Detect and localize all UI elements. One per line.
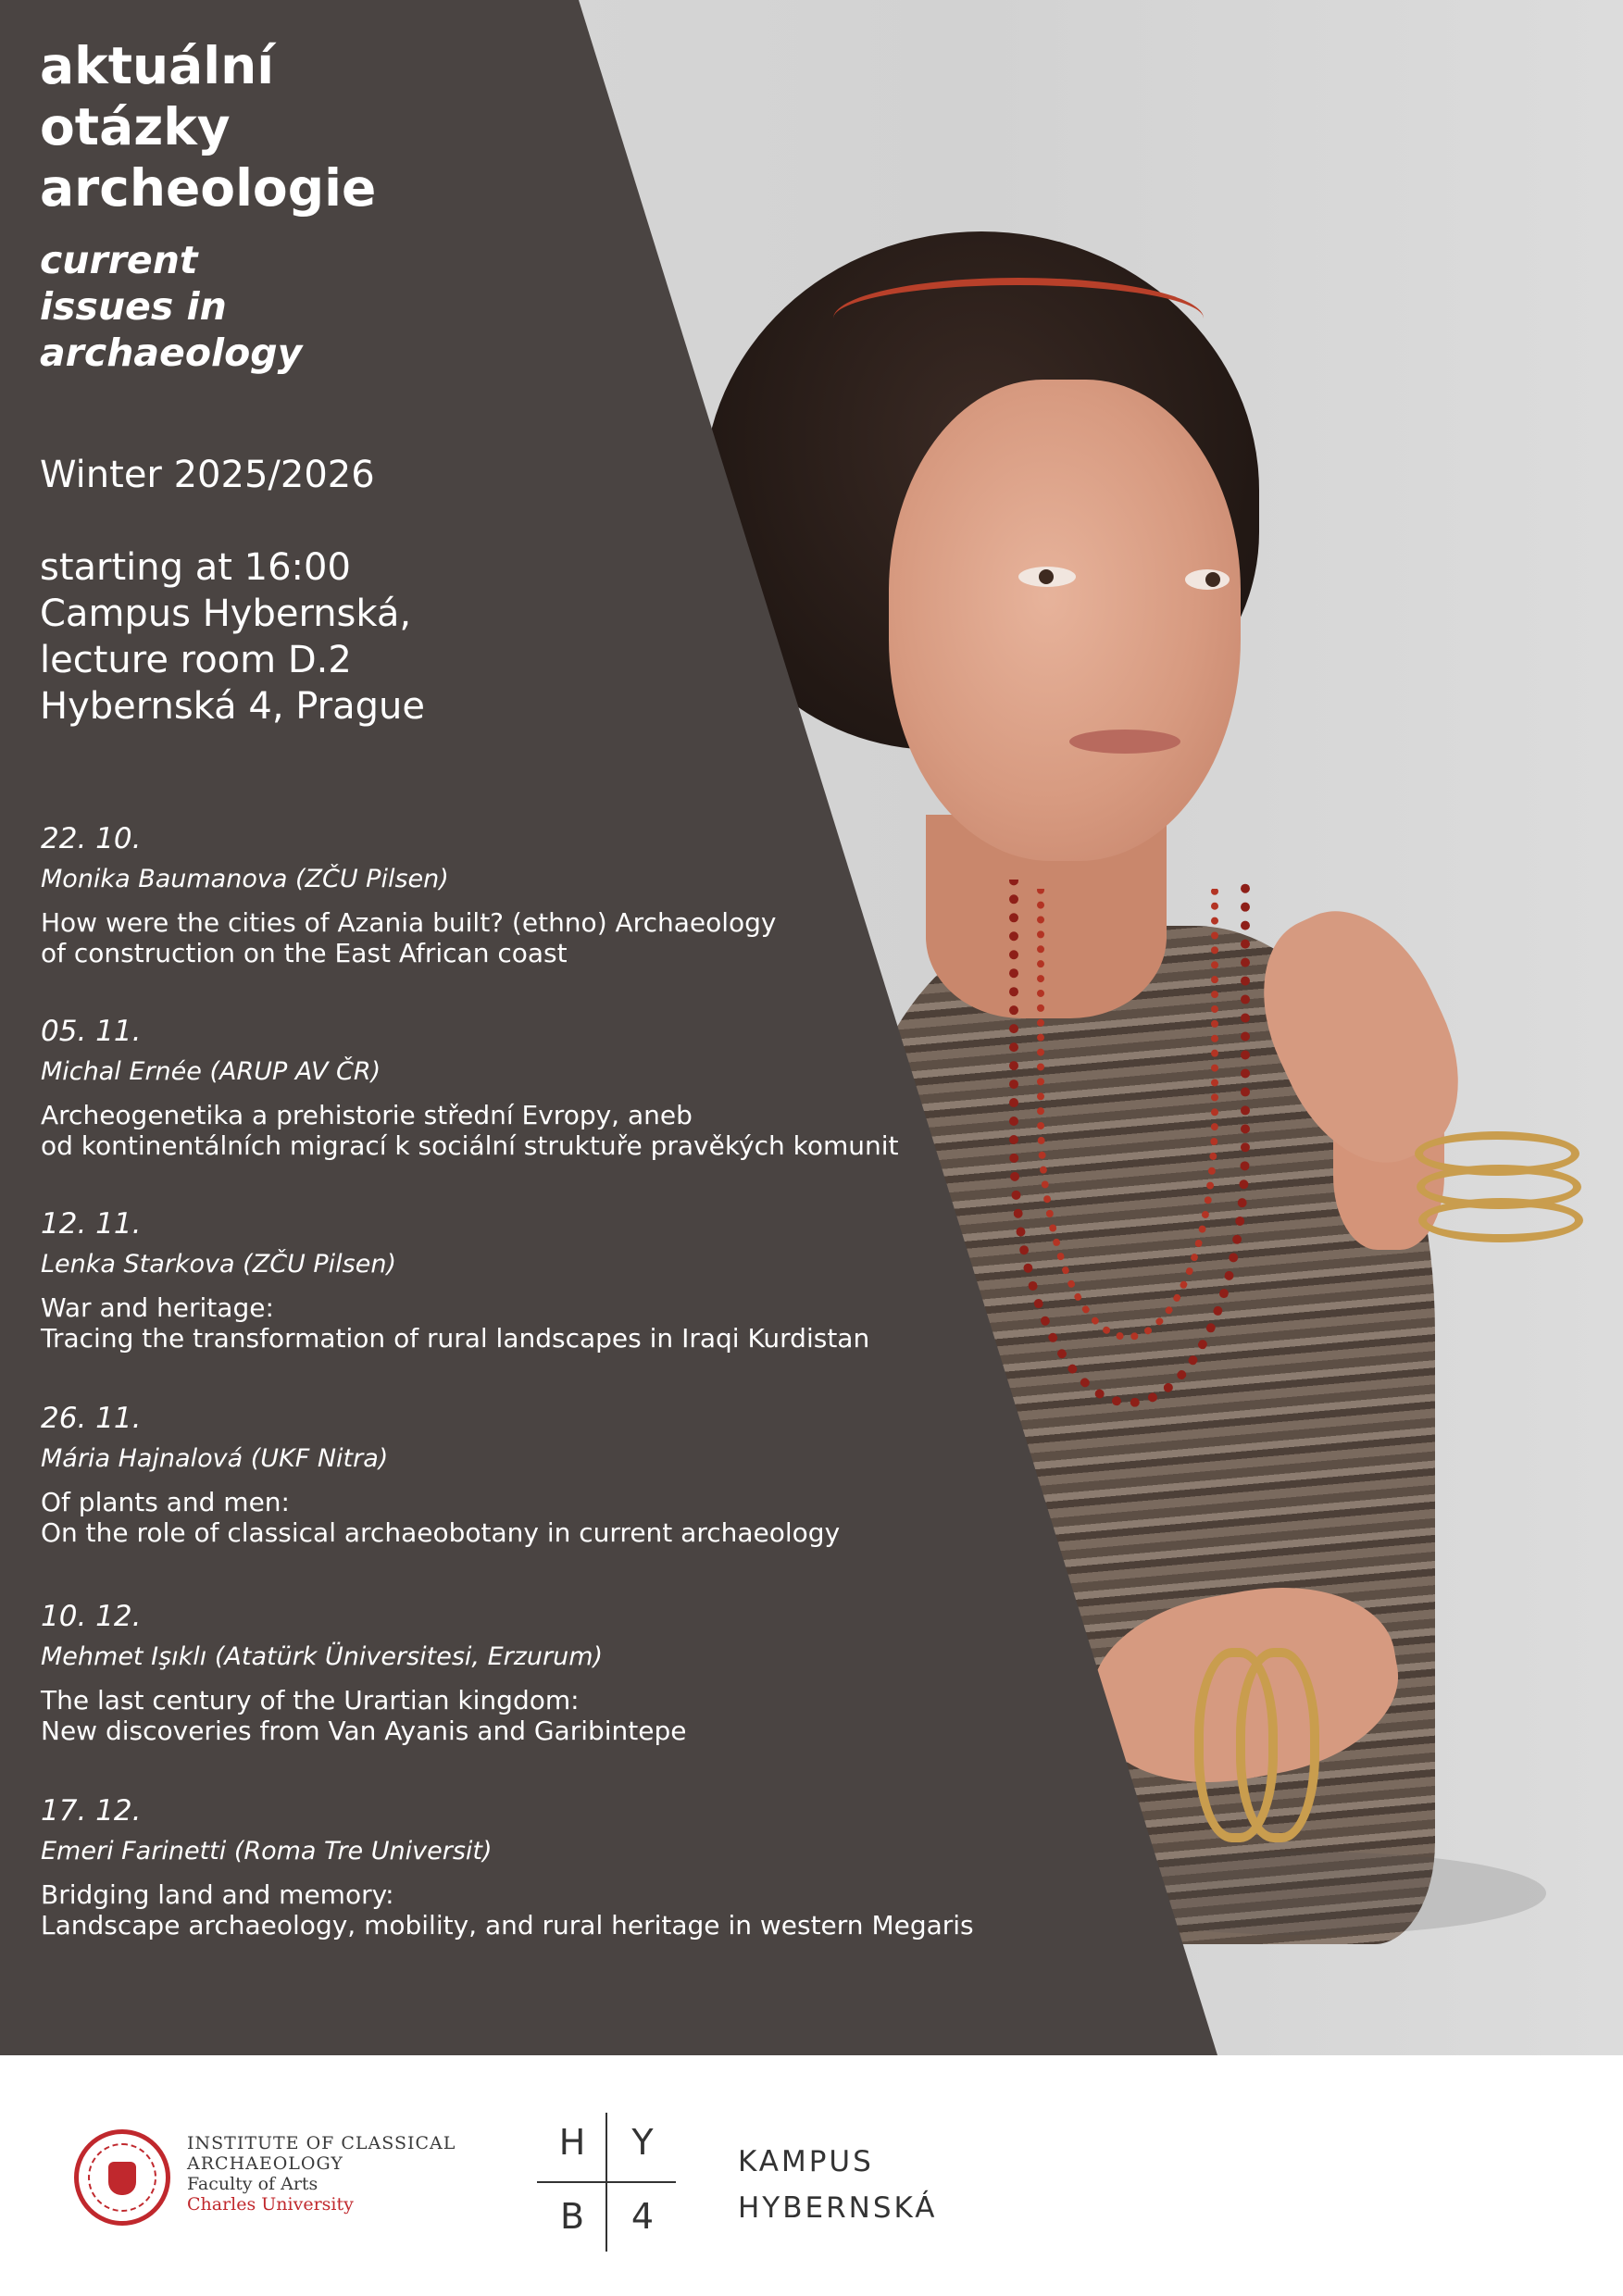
lecture-speaker: Michal Ernée (ARUP AV ČR) [41,1057,381,1086]
face [889,380,1241,861]
lecture-date: 26. 11. [41,1402,142,1435]
lecture-title: The last century of the Urartian kingdom: New discoveries from Van Ayanis and Garibintepe [41,1685,687,1746]
kampus-hybernska-logo-text: KAMPUS HYBERNSKÁ [738,2145,938,2225]
bead-necklace-inner [1037,889,1218,1341]
eye-left [1018,567,1076,587]
hyb4-logo: H Y B 4 [537,2113,676,2252]
bangle [1418,1198,1583,1242]
lecture-item [41,1400,840,1548]
headband [833,278,1204,359]
charles-university-seal-icon [74,2129,170,2226]
cuff-bracelet [1236,1648,1319,1842]
season: Winter 2025/2026 [40,454,375,496]
lecture-date: 10. 12. [41,1600,142,1633]
lecture-item [41,1792,974,1940]
eye-right [1185,569,1230,590]
lecture-date: 12. 11. [41,1207,142,1241]
lecture-speaker: Lenka Starkova (ZČU Pilsen) [41,1250,396,1279]
lecture-item [41,1205,869,1354]
title-czech: aktuální otázky archeologie [40,36,377,218]
lecture-speaker: Mária Hajnalová (UKF Nitra) [41,1444,389,1473]
lecture-title: War and heritage: Tracing the transformation of rural landscapes in Iraqi Kurdistan [41,1292,870,1354]
lecture-speaker: Monika Baumanova (ZČU Pilsen) [41,865,449,893]
lecture-item [41,1013,899,1161]
venue-info: starting at 16:00 Campus Hybernská, lecture room D.2 Hybernská 4, Prague [40,546,425,728]
lecture-title: Bridging land and memory: Landscape archaeology, mobility, and rural heritage in western Megaris [41,1879,974,1940]
lecture-title: How were the cities of Azania built? (ethno) Archaeology of construction on the East African coast [41,907,777,968]
lecture-title: Archeogenetika a prehistorie střední Evropy, aneb od kontinentálních migrací k sociální struktuře pravěkých komunit [41,1100,899,1161]
institute-name: INSTITUTE OF CLASSICAL ARCHAEOLOGY Faculty of Arts Charles University [187,2133,456,2215]
lecture-item [41,1598,687,1746]
lecture-item [41,820,776,968]
lecture-date: 17. 12. [41,1794,142,1828]
lecture-date: 05. 11. [41,1015,142,1048]
lecture-date: 22. 10. [41,822,142,855]
mouth [1069,730,1180,754]
title-english: current issues in archaeology [40,238,303,375]
lecture-speaker: Mehmet Işıklı (Atatürk Üniversitesi, Erzurum) [41,1642,604,1671]
lecture-speaker: Emeri Farinetti (Roma Tre Universit) [41,1837,493,1866]
lecture-title: Of plants and men: On the role of classical archaeobotany in current archaeology [41,1487,841,1548]
